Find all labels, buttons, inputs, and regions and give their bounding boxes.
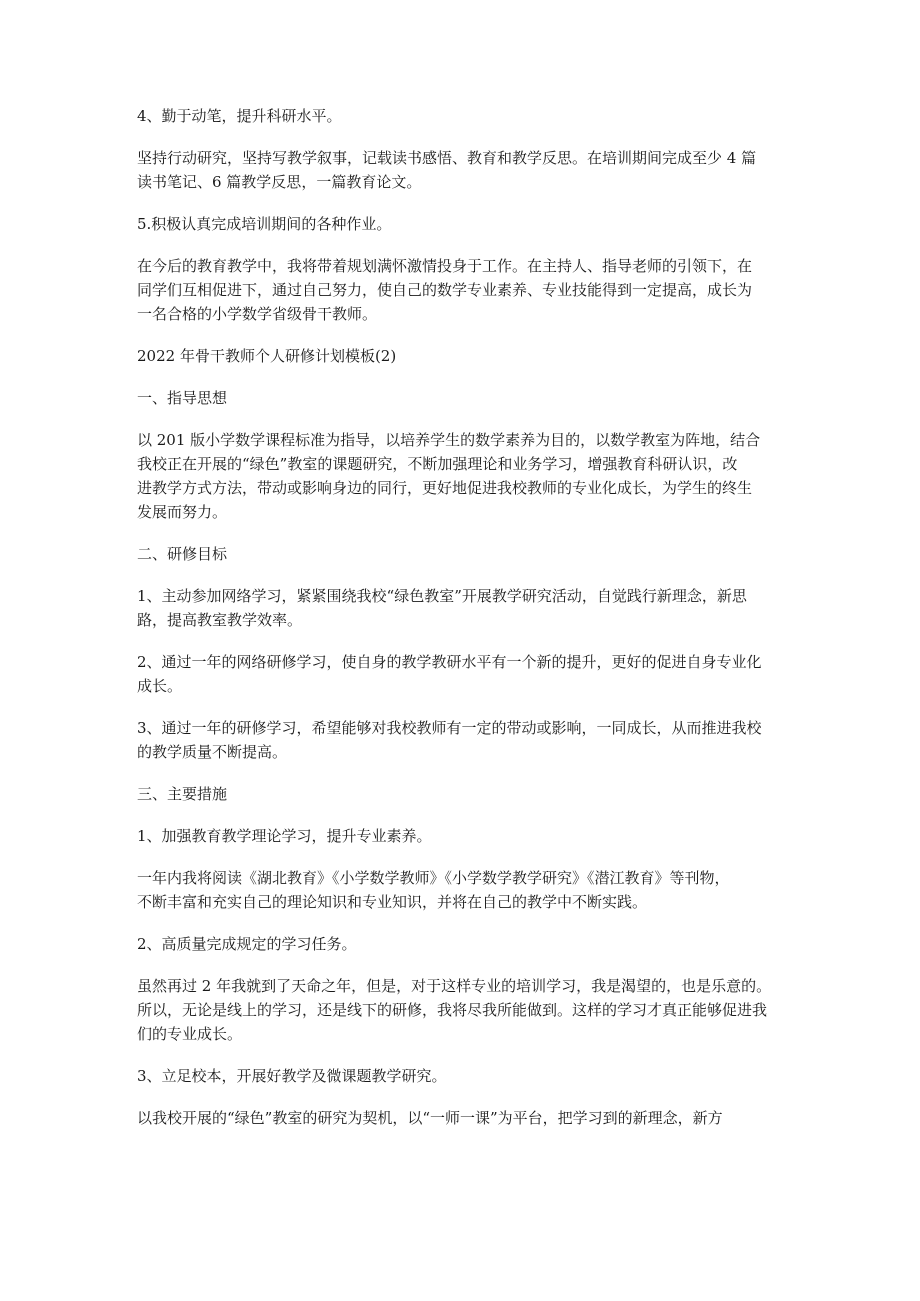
paragraph bbox=[137, 974, 809, 1046]
text-line: 进教学方式方法，带动或影响身边的同行，更好地促进我校教师的专业化成长，为学生的终生 bbox=[137, 479, 753, 497]
paragraph bbox=[137, 932, 809, 956]
paragraph bbox=[137, 542, 809, 566]
paragraph bbox=[137, 650, 809, 698]
text-line: 2022 年骨干教师个人研修计划模板(2) bbox=[137, 347, 397, 365]
text-line: 1、主动参加网络学习，紧紧围绕我校“绿色教室”开展教学研究活动，自觉践行新理念，新思 bbox=[137, 587, 747, 605]
paragraph bbox=[137, 716, 809, 764]
text-line: 1、加强教育教学理论学习，提升专业素养。 bbox=[137, 827, 432, 845]
text-line: 以我校开展的“绿色”教室的研究为契机，以“一师一课”为平台，把学习到的新理念，新方 bbox=[137, 1109, 723, 1127]
text-line: 的教学质量不断提高。 bbox=[137, 743, 288, 761]
paragraph bbox=[137, 1106, 809, 1130]
text-line: 一、指导思想 bbox=[137, 389, 228, 407]
paragraph bbox=[137, 386, 809, 410]
paragraph bbox=[137, 344, 809, 368]
text-line: 2、高质量完成规定的学习任务。 bbox=[137, 935, 357, 953]
document-body bbox=[137, 104, 809, 1148]
paragraph bbox=[137, 866, 809, 914]
text-line: 三、主要措施 bbox=[137, 785, 228, 803]
text-line: 不断丰富和充实自己的理论知识和专业知识，并将在自己的教学中不断实践。 bbox=[137, 893, 648, 911]
paragraph bbox=[137, 428, 809, 524]
text-line: 我校正在开展的“绿色”教室的课题研究，不断加强理论和业务学习，增强教育科研认识，改 bbox=[137, 455, 738, 473]
text-line: 发展而努力。 bbox=[137, 503, 228, 521]
text-line: 同学们互相促进下，通过自己努力，使自己的数学专业素养、专业技能得到一定提高，成长为 bbox=[137, 281, 753, 299]
text-line: 路，提高教室教学效率。 bbox=[137, 611, 303, 629]
text-line: 2、通过一年的网络研修学习，使自身的教学教研水平有一个新的提升，更好的促进自身专业化 bbox=[137, 653, 762, 671]
text-line: 4、勤于动笔，提升科研水平。 bbox=[137, 107, 342, 125]
text-line: 以 201 版小学数学课程标准为指导，以培养学生的数学素养为目的，以数学教室为阵地，结合 bbox=[137, 431, 761, 449]
text-line: 读书笔记、6 篇教学反思，一篇教育论文。 bbox=[137, 173, 422, 191]
text-line: 3、通过一年的研修学习，希望能够对我校教师有一定的带动或影响，一同成长，从而推进我校 bbox=[137, 719, 762, 737]
text-line: 3、立足校本，开展好教学及微课题教学研究。 bbox=[137, 1067, 447, 1085]
text-line: 5.积极认真完成培训期间的各种作业。 bbox=[137, 215, 392, 233]
paragraph bbox=[137, 1064, 809, 1088]
paragraph bbox=[137, 146, 809, 194]
paragraph bbox=[137, 584, 809, 632]
text-line: 一年内我将阅读《湖北教育》《小学数学教师》《小学数学教学研究》《潜江教育》等刊物， bbox=[137, 869, 730, 887]
paragraph bbox=[137, 212, 809, 236]
text-line: 二、研修目标 bbox=[137, 545, 228, 563]
text-line: 们的专业成长。 bbox=[137, 1025, 243, 1043]
paragraph bbox=[137, 824, 809, 848]
text-line: 所以，无论是线上的学习，还是线下的研修，我将尽我所能做到。这样的学习才真正能够促进我 bbox=[137, 1001, 768, 1019]
text-line: 一名合格的小学数学省级骨干教师。 bbox=[137, 305, 378, 323]
text-line: 在今后的教育教学中，我将带着规划满怀激情投身于工作。在主持人、指导老师的引领下，在 bbox=[137, 257, 753, 275]
paragraph bbox=[137, 104, 809, 128]
paragraph bbox=[137, 254, 809, 326]
text-line: 虽然再过 2 年我就到了天命之年，但是，对于这样专业的培训学习，我是渴望的，也是乐意的。 bbox=[137, 977, 772, 995]
text-line: 坚持行动研究，坚持写教学叙事，记载读书感悟、教育和教学反思。在培训期间完成至少 4 篇 bbox=[137, 149, 757, 167]
paragraph bbox=[137, 782, 809, 806]
text-line: 成长。 bbox=[137, 677, 183, 695]
